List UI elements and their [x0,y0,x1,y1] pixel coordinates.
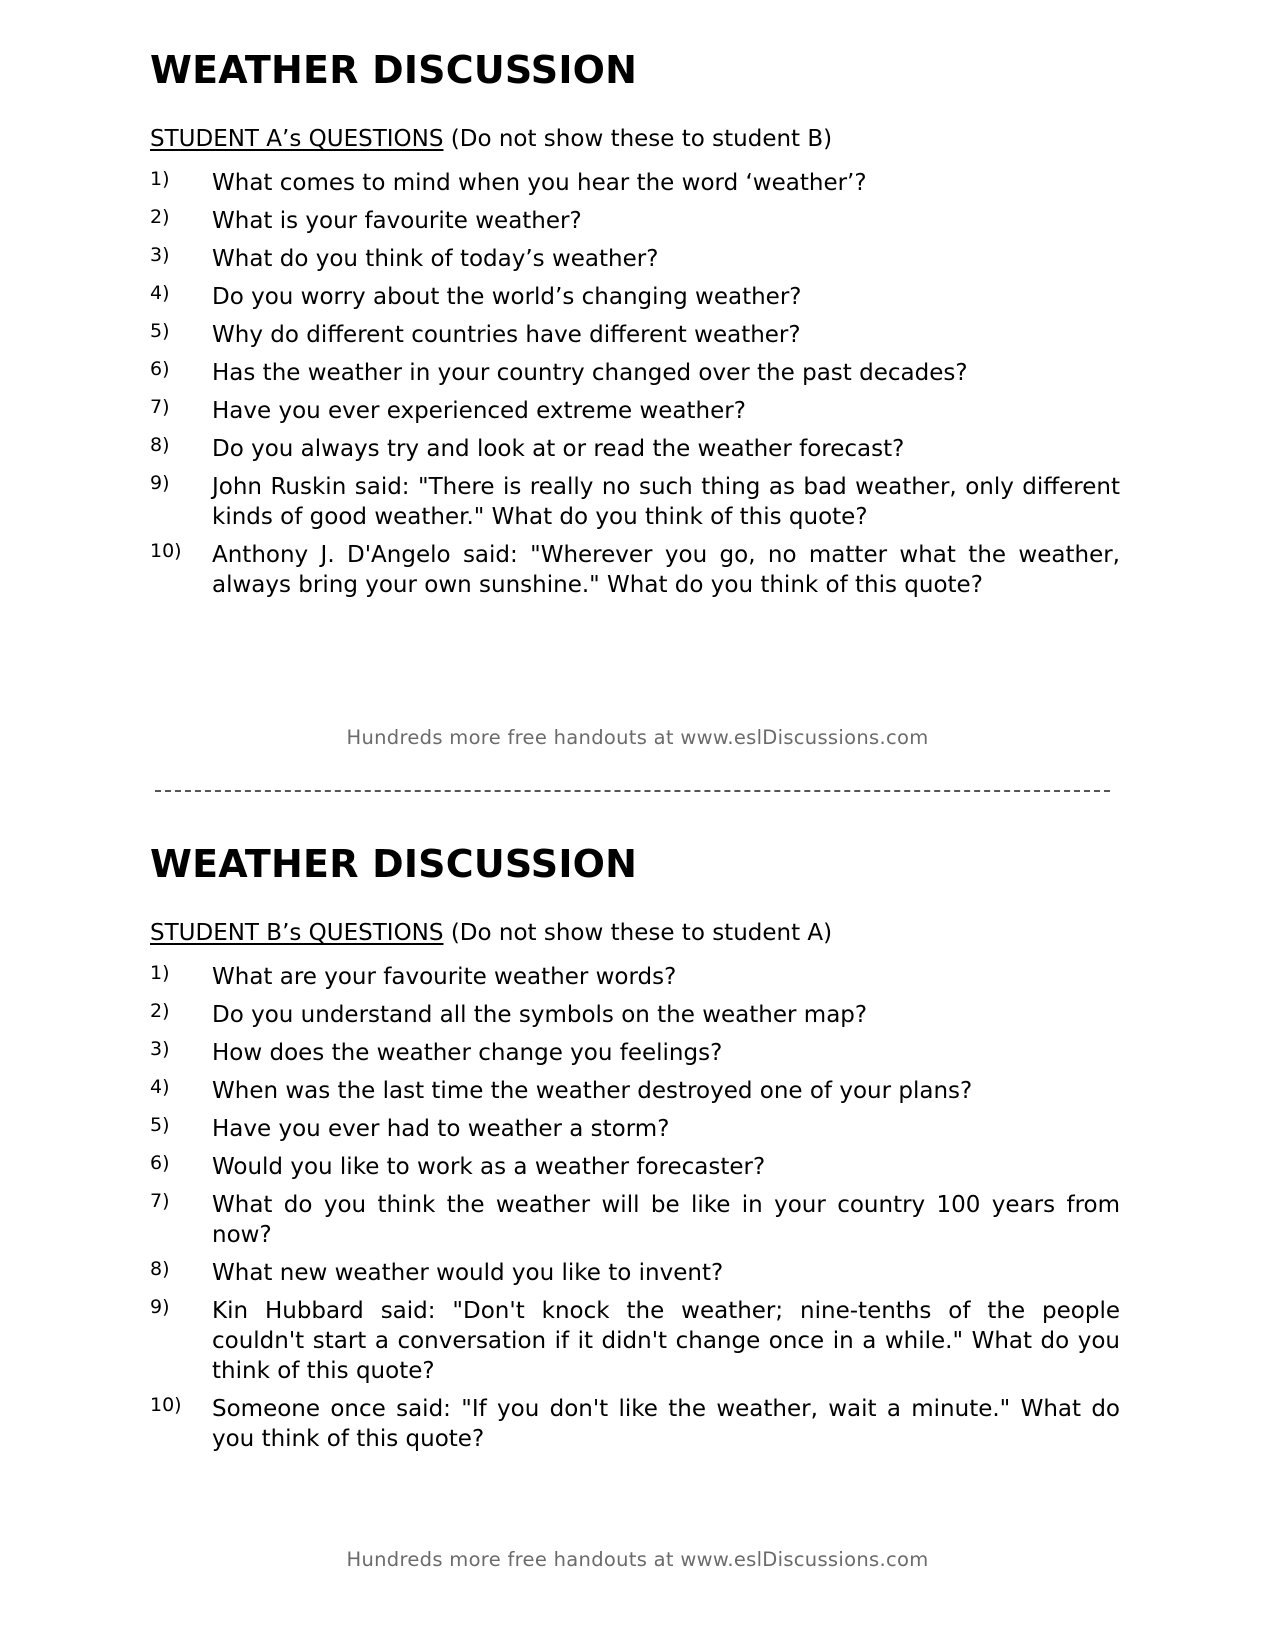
question-item [150,168,1120,198]
question-number: 7) [150,396,170,418]
question-item [150,396,1120,426]
question-number: 7) [150,1190,170,1212]
question-text: Someone once said: "If you don't like the weather, wait a minute." What do you think of this quote? [212,1396,1120,1452]
question-number: 2) [150,1000,170,1022]
question-item [150,1296,1120,1386]
question-item [150,1000,1120,1030]
question-number: 6) [150,358,170,380]
question-text: What new weather would you like to invent? [212,1260,724,1286]
question-item [150,320,1120,350]
question-item [150,282,1120,312]
question-item [150,358,1120,388]
question-item [150,1190,1120,1250]
question-item [150,1152,1120,1182]
question-text: Do you worry about the world’s changing weather? [212,284,802,310]
subtitle-label: STUDENT A’s QUESTIONS [150,126,444,152]
question-number: 9) [150,1296,170,1318]
page-title: WEATHER DISCUSSION [150,48,638,92]
question-text: Kin Hubbard said: "Don't knock the weather; nine-tenths of the people couldn't start a conversation if it didn't change once in a while." What do you think of this quote? [212,1298,1120,1384]
question-list [150,168,1120,600]
question-item [150,244,1120,274]
question-text: When was the last time the weather destroyed one of your plans? [212,1078,973,1104]
question-item [150,962,1120,992]
question-number: 1) [150,962,170,984]
question-number: 4) [150,282,170,304]
question-number: 5) [150,320,170,342]
question-item [150,1114,1120,1144]
question-text: What are your favourite weather words? [212,964,677,990]
question-item [150,206,1120,236]
question-number: 10) [150,1394,182,1416]
question-number: 8) [150,1258,170,1280]
question-item [150,1076,1120,1106]
question-text: Have you ever experienced extreme weather? [212,398,746,424]
question-text: What do you think the weather will be like in your country 100 years from now? [212,1192,1120,1248]
question-text: What do you think of today’s weather? [212,246,659,272]
question-text: Anthony J. D'Angelo said: "Wherever you go, no matter what the weather, always bring your own sunshine." What do you think of this quote? [212,542,1120,598]
student-a-section [150,44,1120,608]
question-list [150,962,1120,1454]
subtitle-note: (Do not show these to student B) [450,126,833,152]
section-subtitle [150,918,1120,948]
question-text: Do you understand all the symbols on the weather map? [212,1002,868,1028]
question-item [150,540,1120,600]
question-item [150,1038,1120,1068]
question-text: How does the weather change you feelings? [212,1040,723,1066]
question-text: Have you ever had to weather a storm? [212,1116,670,1142]
question-item [150,472,1120,532]
question-number: 1) [150,168,170,190]
question-text: Why do different countries have different weather? [212,322,801,348]
question-text: Would you like to work as a weather forecaster? [212,1154,766,1180]
question-number: 4) [150,1076,170,1098]
question-number: 6) [150,1152,170,1174]
question-text: What is your favourite weather? [212,208,582,234]
question-text: John Ruskin said: "There is really no such thing as bad weather, only different kinds of good weather." What do you think of this quote? [212,474,1120,530]
question-item [150,434,1120,464]
subtitle-label: STUDENT B’s QUESTIONS [150,920,444,946]
page-title: WEATHER DISCUSSION [150,842,638,886]
footer-link-text: Hundreds more free handouts at www.eslDiscussions.com [346,726,929,749]
question-text: What comes to mind when you hear the word ‘weather’? [212,170,867,196]
question-item [150,1258,1120,1288]
section-subtitle [150,124,1120,154]
question-number: 9) [150,472,170,494]
student-b-section [150,838,1120,1462]
question-text: Has the weather in your country changed over the past decades? [212,360,968,386]
question-item [150,1394,1120,1454]
cut-line-divider [155,790,1110,792]
subtitle-note: (Do not show these to student A) [450,920,833,946]
footer-link-text: Hundreds more free handouts at www.eslDiscussions.com [346,1548,929,1571]
question-number: 5) [150,1114,170,1136]
question-number: 3) [150,1038,170,1060]
question-number: 2) [150,206,170,228]
question-number: 3) [150,244,170,266]
question-number: 8) [150,434,170,456]
question-number: 10) [150,540,182,562]
question-text: Do you always try and look at or read the weather forecast? [212,436,905,462]
